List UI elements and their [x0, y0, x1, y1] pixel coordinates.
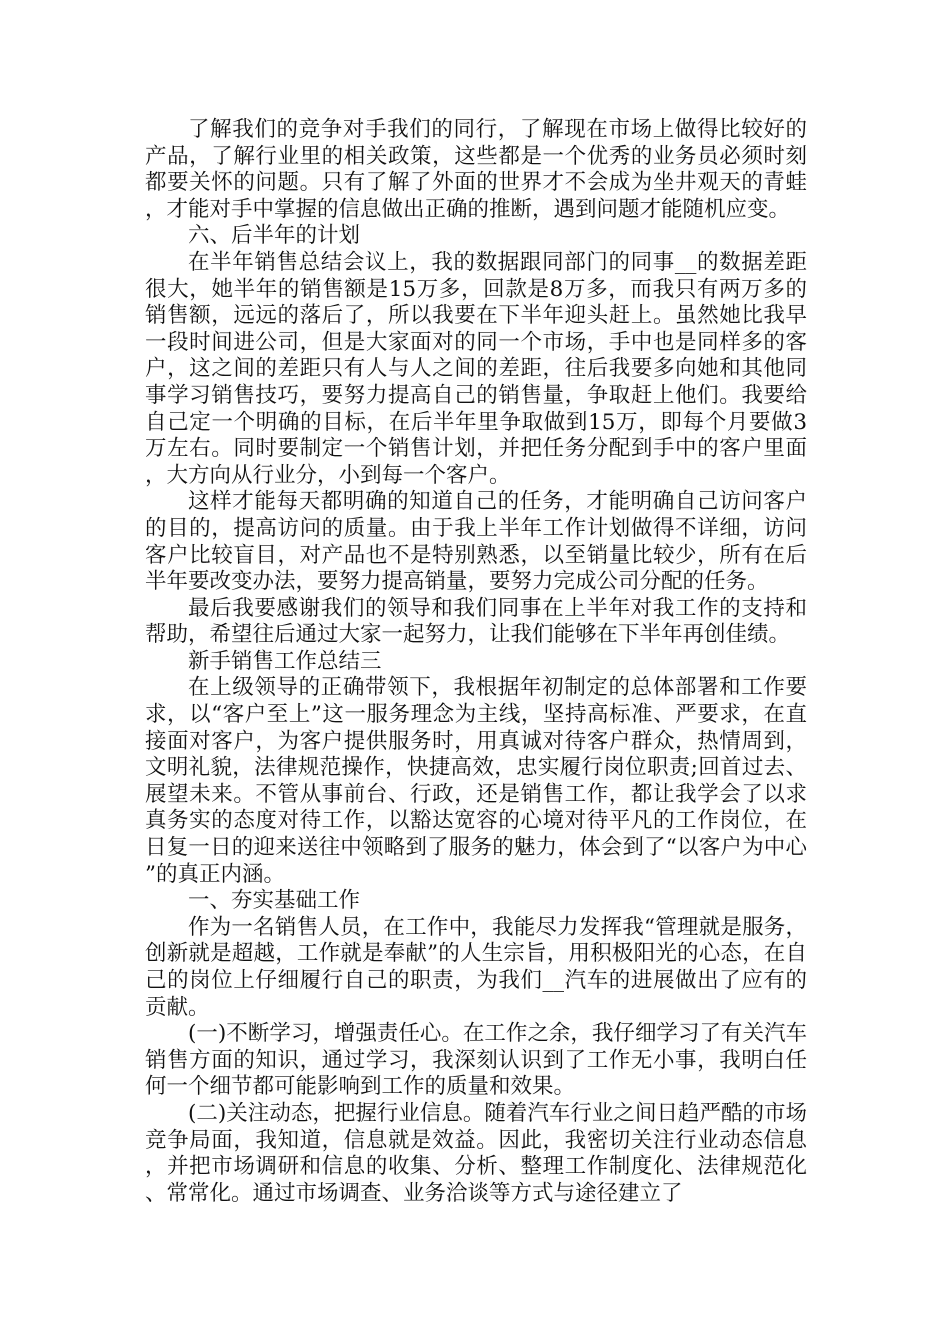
body-paragraph: 了解我们的竞争对手我们的同行，了解现在市场上做得比较好的产品，了解行业里的相关政策，这些都是一个优秀的业务员必须时刻都要关怀的问题。只有了解了外面的世界才不会成为坐井观天的青蛙，才能对手中掌握的信息做出正确的推断，遇到问题才能随机应变。: [145, 117, 807, 222]
body-paragraph: 这样才能每天都明确的知道自己的任务，才能明确自己访问客户的目的，提高访问的质量。由于我上半年工作计划做得不详细，访问客户比较盲目，对产品也不是特别熟悉，以至销量比较少，所有在后半年要改变办法，要努力提高销量，要努力完成公司分配的任务。: [145, 489, 807, 595]
body-paragraph: 在半年销售总结会议上，我的数据跟同部门的同事__的数据差距很大，她半年的销售额是15万多，回款是8万多，而我只有两万多的销售额，远远的落后了，所以我要在下半年迎头赶上。虽然她比我早一段时间进公司，但是大家面对的同一个市场，手中也是同样多的客户，这之间的差距只有人与人之间的差距，往后我要多向她和其他同事学习销售技巧，要努力提高自己的销售量，争取赶上他们。我要给自己定一个明确的目标，在后半年里争取做到15万，即每个月要做3万左右。同时要制定一个销售计划，并把任务分配到手中的客户里面，大方向从行业分，小到每一个客户。: [145, 249, 807, 488]
section-heading: 新手销售工作总结三: [188, 648, 382, 674]
document-page: [145, 117, 807, 1207]
body-paragraph: 作为一名销售人员，在工作中，我能尽力发挥我“管理就是服务，创新就是超越，工作就是奉献”的人生宗旨，用积极阳光的心态，在自己的岗位上仔细履行自己的职责，为我们__汽车的进展做出了应有的贡献。: [145, 914, 807, 1020]
body-paragraph: (一)不断学习，增强责任心。在工作之余，我仔细学习了有关汽车销售方面的知识，通过学习，我深刻认识到了工作无小事，我明白任何一个细节都可能影响到工作的质量和效果。: [145, 1021, 807, 1100]
body-paragraph: 在上级领导的正确带领下，我根据年初制定的总体部署和工作要求，以“客户至上”这一服务理念为主线，坚持高标准、严要求，在直接面对客户，为客户提供服务时，用真诚对待客户群众，热情周到，文明礼貌，法律规范操作，快捷高效，忠实履行岗位职责;回首过去、展望未来。不管从事前台、行政，还是销售工作，都让我学会了以求真务实的态度对待工作，以豁达宽容的心境对待平凡的工作岗位，在日复一日的迎来送往中领略到了服务的魅力，体会到了“以客户为中心”的真正内涵。: [145, 675, 807, 887]
section-heading: 一、夯实基础工作: [188, 888, 361, 914]
body-paragraph: (二)关注动态，把握行业信息。随着汽车行业之间日趋严酷的市场竞争局面，我知道，信息就是效益。因此，我密切关注行业动态信息，并把市场调研和信息的收集、分析、整理工作制度化、法律规范化、常常化。通过市场调查、业务洽谈等方式与途径建立了: [145, 1100, 807, 1206]
section-heading: 六、后半年的计划: [188, 223, 361, 249]
body-paragraph: 最后我要感谢我们的领导和我们同事在上半年对我工作的支持和帮助，希望往后通过大家一起努力，让我们能够在下半年再创佳绩。: [145, 595, 807, 648]
